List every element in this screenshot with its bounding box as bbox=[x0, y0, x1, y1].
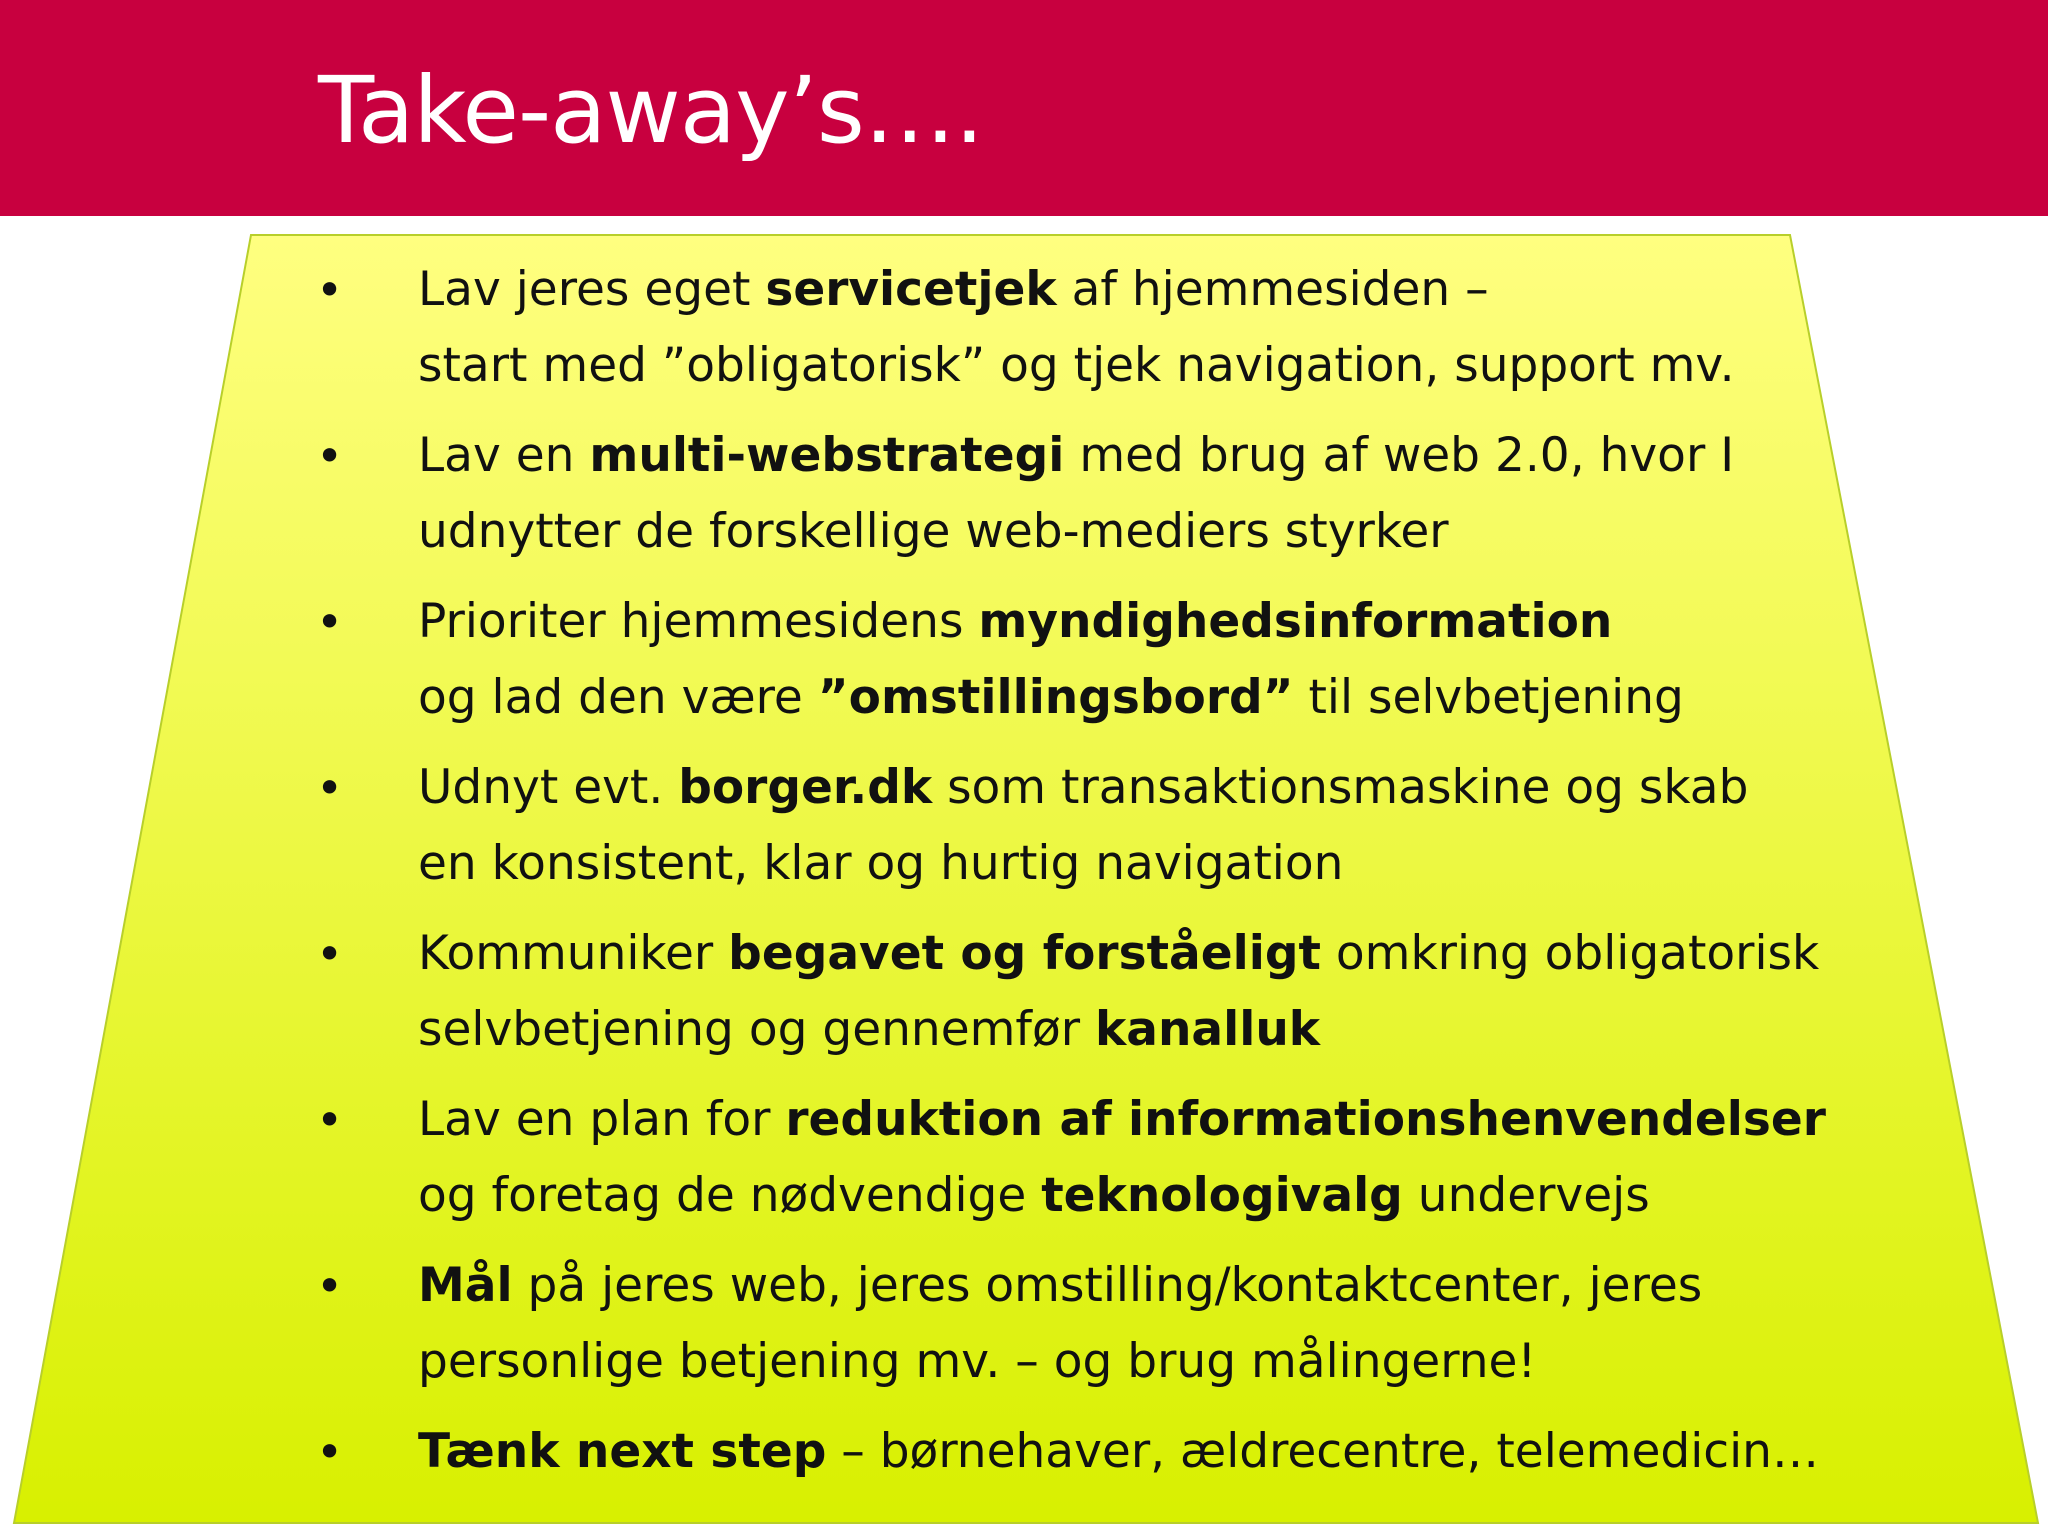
body-text: Lav en bbox=[418, 428, 590, 483]
bullet-line bbox=[418, 584, 1826, 660]
bullet-line bbox=[418, 1414, 1826, 1490]
bullet-line bbox=[418, 1248, 1826, 1324]
bullet-mark: • bbox=[316, 1425, 344, 1479]
bullet-line bbox=[418, 992, 1826, 1068]
bullet-line bbox=[418, 1082, 1826, 1158]
body-text: med brug af web 2.0, hvor I bbox=[1064, 428, 1735, 483]
bullet-line bbox=[418, 826, 1826, 902]
body-text: Lav jeres eget bbox=[418, 262, 766, 317]
list-item bbox=[300, 750, 1826, 902]
body-text: på jeres web, jeres omstilling/kontaktcenter, jeres bbox=[512, 1258, 1703, 1313]
takeaway-list bbox=[300, 252, 1826, 1504]
body-text: og lad den være bbox=[418, 670, 818, 725]
bullet-line bbox=[418, 328, 1826, 404]
list-item bbox=[300, 584, 1826, 736]
bold-text: begavet og forståeligt bbox=[728, 926, 1321, 981]
bullet-line bbox=[418, 1158, 1826, 1234]
bullet-mark: • bbox=[316, 429, 344, 483]
bullet-mark: • bbox=[316, 595, 344, 649]
body-text: personlige betjening mv. – og brug målingerne! bbox=[418, 1334, 1537, 1389]
bold-text: borger.dk bbox=[678, 760, 933, 815]
body-text: en konsistent, klar og hurtig navigation bbox=[418, 836, 1344, 891]
list-item bbox=[300, 916, 1826, 1068]
body-text: til selvbetjening bbox=[1293, 670, 1684, 725]
body-text: start med ”obligatorisk” og tjek navigation, support mv. bbox=[418, 338, 1735, 393]
body-text: udnytter de forskellige web-mediers styrker bbox=[418, 504, 1449, 559]
bullet-mark: • bbox=[316, 1259, 344, 1313]
bullet-mark: • bbox=[316, 263, 344, 317]
list-item bbox=[300, 418, 1826, 570]
bullet-mark: • bbox=[316, 927, 344, 981]
bold-text: myndighedsinformation bbox=[978, 594, 1613, 649]
bullet-line bbox=[418, 494, 1826, 570]
body-text: Kommuniker bbox=[418, 926, 729, 981]
body-text: Lav en plan for bbox=[418, 1092, 786, 1147]
body-text: som transaktionsmaskine og skab bbox=[932, 760, 1749, 815]
bullet-line bbox=[418, 750, 1826, 826]
list-item bbox=[300, 1414, 1826, 1490]
body-text: af hjemmesiden – bbox=[1056, 262, 1489, 317]
bold-text: reduktion af informationshenvendelser bbox=[785, 1092, 1826, 1147]
body-text: undervejs bbox=[1402, 1168, 1650, 1223]
body-text: omkring obligatorisk bbox=[1320, 926, 1820, 981]
body-text: Prioriter hjemmesidens bbox=[418, 594, 979, 649]
list-item bbox=[300, 252, 1826, 404]
bullet-mark: • bbox=[316, 761, 344, 815]
bullet-line bbox=[418, 418, 1826, 494]
bullet-line bbox=[418, 252, 1826, 328]
slide-title: Take-away’s…. bbox=[318, 57, 984, 164]
body-text: – børnehaver, ældrecentre, telemedicin… bbox=[826, 1424, 1819, 1479]
bold-text: kanalluk bbox=[1094, 1002, 1321, 1057]
bullet-line bbox=[418, 1324, 1826, 1400]
bullet-mark: • bbox=[316, 1093, 344, 1147]
list-item bbox=[300, 1248, 1826, 1400]
body-text: selvbetjening og gennemfør bbox=[418, 1002, 1095, 1057]
bold-text: Mål bbox=[418, 1258, 513, 1313]
body-text: og foretag de nødvendige bbox=[418, 1168, 1042, 1223]
bold-text: teknologivalg bbox=[1041, 1168, 1403, 1223]
body-text: Udnyt evt. bbox=[418, 760, 679, 815]
bold-text: servicetjek bbox=[765, 262, 1057, 317]
list-item bbox=[300, 1082, 1826, 1234]
bullet-line bbox=[418, 916, 1826, 992]
bold-text: Tænk next step bbox=[418, 1424, 827, 1479]
bullet-line bbox=[418, 660, 1826, 736]
bold-text: ”omstillingsbord” bbox=[817, 670, 1294, 725]
bold-text: multi-webstrategi bbox=[589, 428, 1065, 483]
